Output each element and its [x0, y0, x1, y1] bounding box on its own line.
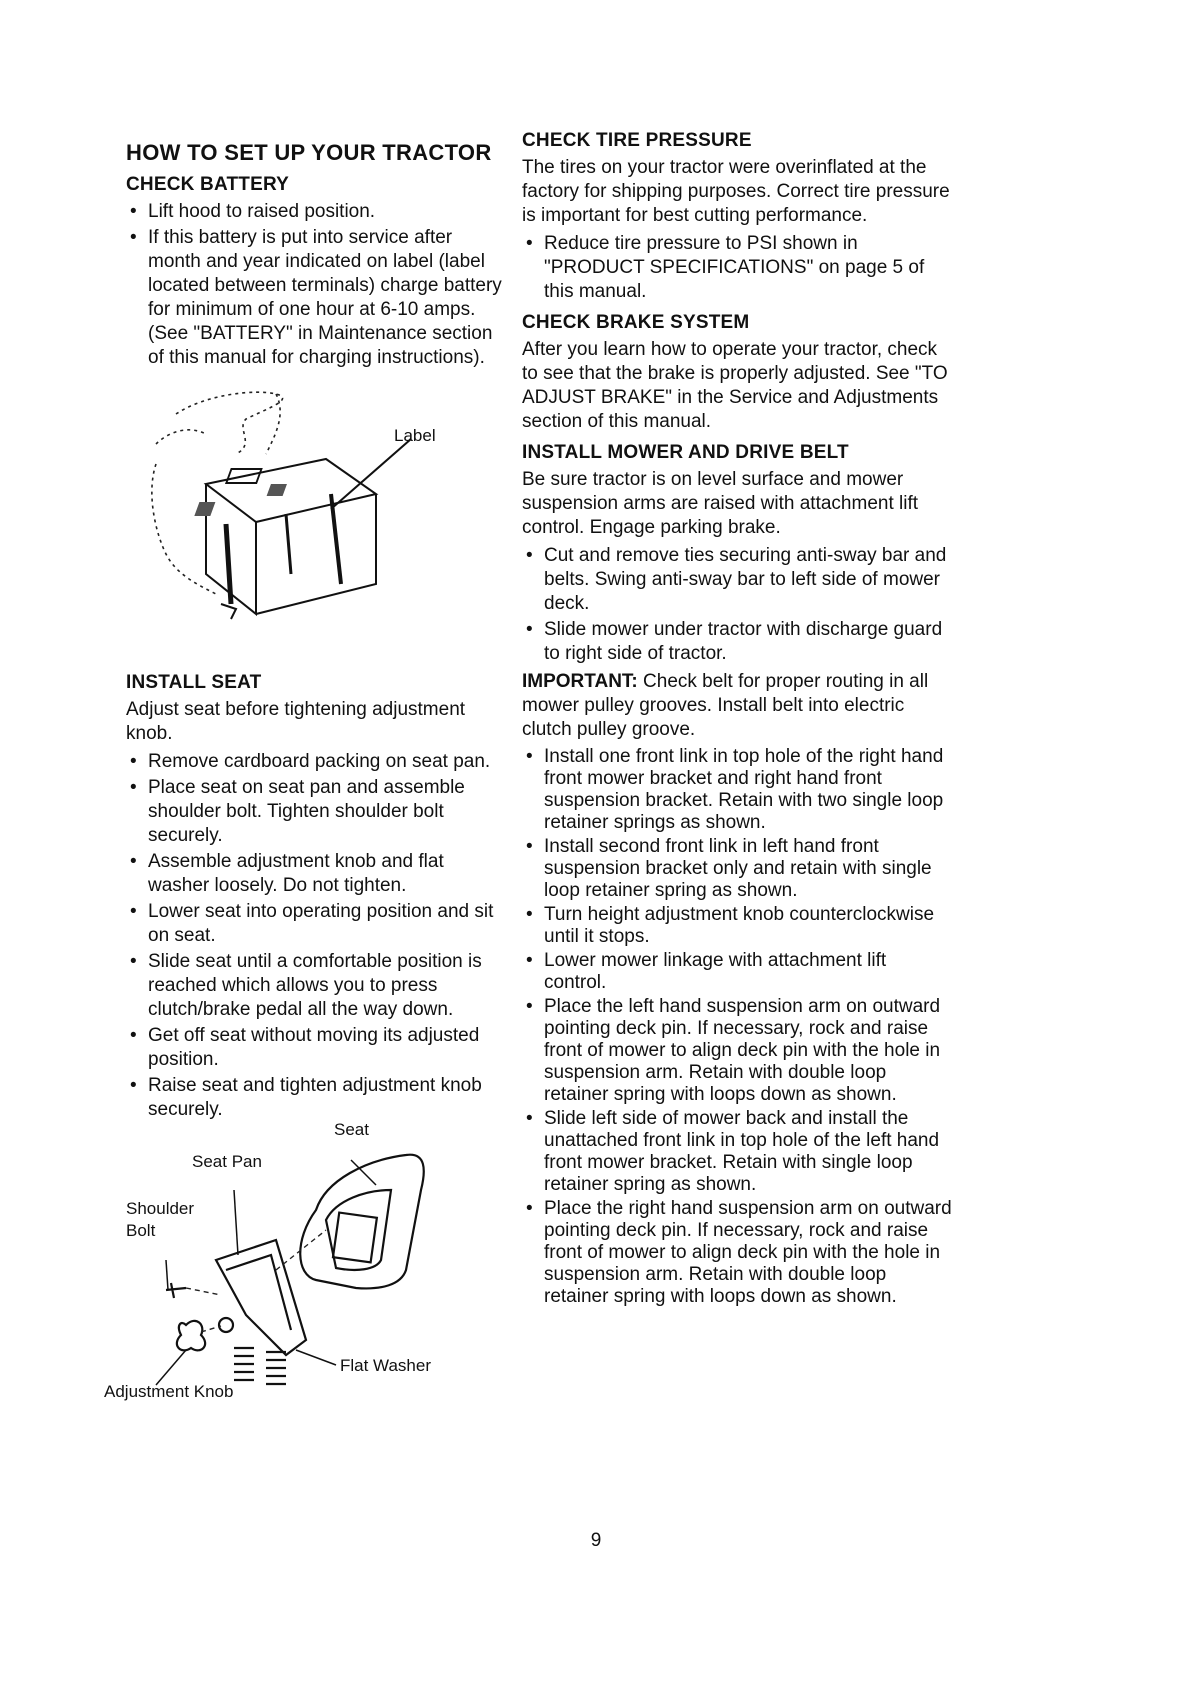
list-item: • Lower mower linkage with attachment lift control. — [522, 950, 952, 994]
list-item: • Slide seat until a comfortable position is reached which allows you to press clutch/brake pedal all the way down. — [126, 950, 504, 1022]
list-item: • Lift hood to raised position. — [126, 200, 504, 224]
flat-washer-callout: Flat Washer — [340, 1356, 432, 1375]
list-item: • Install one front link in top hole of the right hand front mower bracket and right hand front suspension bracket. Retain with two single loop retainer springs as shown. — [522, 746, 952, 834]
list-item: • Reduce tire pressure to PSI shown in "PRODUCT SPECIFICATIONS" on page 5 of this manual. — [522, 232, 952, 304]
brake-body: After you learn how to operate your tractor, check to see that the brake is properly adjusted. See "TO ADJUST BRAKE" in the Service and Adjustments section of this manual. — [522, 339, 948, 432]
mower-body: Be sure tractor is on level surface and mower suspension arms are raised with attachment lift control. Engage parking brake. — [522, 469, 919, 538]
list-item: • Raise seat and tighten adjustment knob securely. — [126, 1074, 504, 1122]
list-item: • Place the left hand suspension arm on outward pointing deck pin. If necessary, rock and raise front of mower to align deck pin with the hole in suspension arm. Retain with double loop retainer spring with loops down as shown. — [522, 996, 952, 1106]
tire-heading: CHECK TIRE PRESSURE — [522, 130, 752, 151]
list-item: • Turn height adjustment knob counterclockwise until it stops. — [522, 904, 952, 948]
seat-pan-callout: Seat Pan — [192, 1152, 262, 1171]
list-item: • Slide left side of mower back and install the unattached front link in top hole of the left hand front mower bracket. Retain with single loop retainer spring as shown. — [522, 1108, 952, 1196]
important-note — [522, 670, 952, 742]
list-item: • Remove cardboard packing on seat pan. — [126, 750, 504, 774]
mower-heading: INSTALL MOWER AND DRIVE BELT — [522, 442, 849, 463]
tire-list — [522, 232, 952, 304]
mower-list-b — [522, 746, 952, 1308]
tire-body: The tires on your tractor were overinflated at the factory for shipping purposes. Correct tire pressure is important for best cutting performance. — [522, 157, 950, 226]
list-item: • Install second front link in left hand front suspension bracket only and retain with single loop retainer spring as shown. — [522, 836, 952, 902]
shoulder-bolt-callout: Shoulder Bolt — [126, 1199, 195, 1240]
list-item: • Lower seat into operating position and sit on seat. — [126, 900, 504, 948]
battery-label-callout: Label — [394, 426, 436, 445]
important-text: Check belt for proper routing in all mower pulley grooves. Install belt into electric clutch pulley groove. — [522, 671, 929, 740]
seat-illustration — [126, 1120, 504, 1400]
battery-illustration — [126, 374, 504, 664]
list-item: • Cut and remove ties securing anti-sway bar and belts. Swing anti-sway bar to left side of mower deck. — [522, 544, 952, 616]
page-title: HOW TO SET UP YOUR TRACTOR — [126, 140, 492, 165]
list-item: • Assemble adjustment knob and flat washer loosely. Do not tighten. — [126, 850, 504, 898]
seat-callout: Seat — [334, 1120, 369, 1139]
right-column — [522, 130, 952, 1312]
seat-figure — [104, 1120, 504, 1401]
important-label: IMPORTANT: — [522, 671, 638, 692]
seat-list — [126, 750, 504, 1122]
battery-list — [126, 200, 504, 370]
mower-list-a — [522, 544, 952, 666]
battery-heading: CHECK BATTERY — [126, 174, 290, 195]
brake-heading: CHECK BRAKE SYSTEM — [522, 312, 750, 333]
battery-figure — [126, 374, 504, 664]
list-item: • Place the right hand suspension arm on outward pointing deck pin. If necessary, rock and raise front of mower to align deck pin with the hole in suspension arm. Retain with double loop retainer spring with loops down as shown. — [522, 1198, 952, 1308]
list-item: • Slide mower under tractor with discharge guard to right side of tractor. — [522, 618, 952, 666]
left-column — [104, 130, 504, 1401]
page-number: 9 — [590, 1530, 602, 1551]
seat-heading: INSTALL SEAT — [126, 672, 262, 693]
list-item: • Place seat on seat pan and assemble shoulder bolt. Tighten shoulder bolt securely. — [126, 776, 504, 848]
list-item: • If this battery is put into service after month and year indicated on label (label located between terminals) charge battery for minimum of one hour at 6-10 amps. (See "BATTERY" in Maintenance section of this manual for charging instructions). — [126, 226, 504, 370]
adjustment-knob-callout: Adjustment Knob — [104, 1382, 234, 1401]
seat-intro: Adjust seat before tightening adjustment knob. — [126, 699, 466, 744]
list-item: • Get off seat without moving its adjusted position. — [126, 1024, 504, 1072]
